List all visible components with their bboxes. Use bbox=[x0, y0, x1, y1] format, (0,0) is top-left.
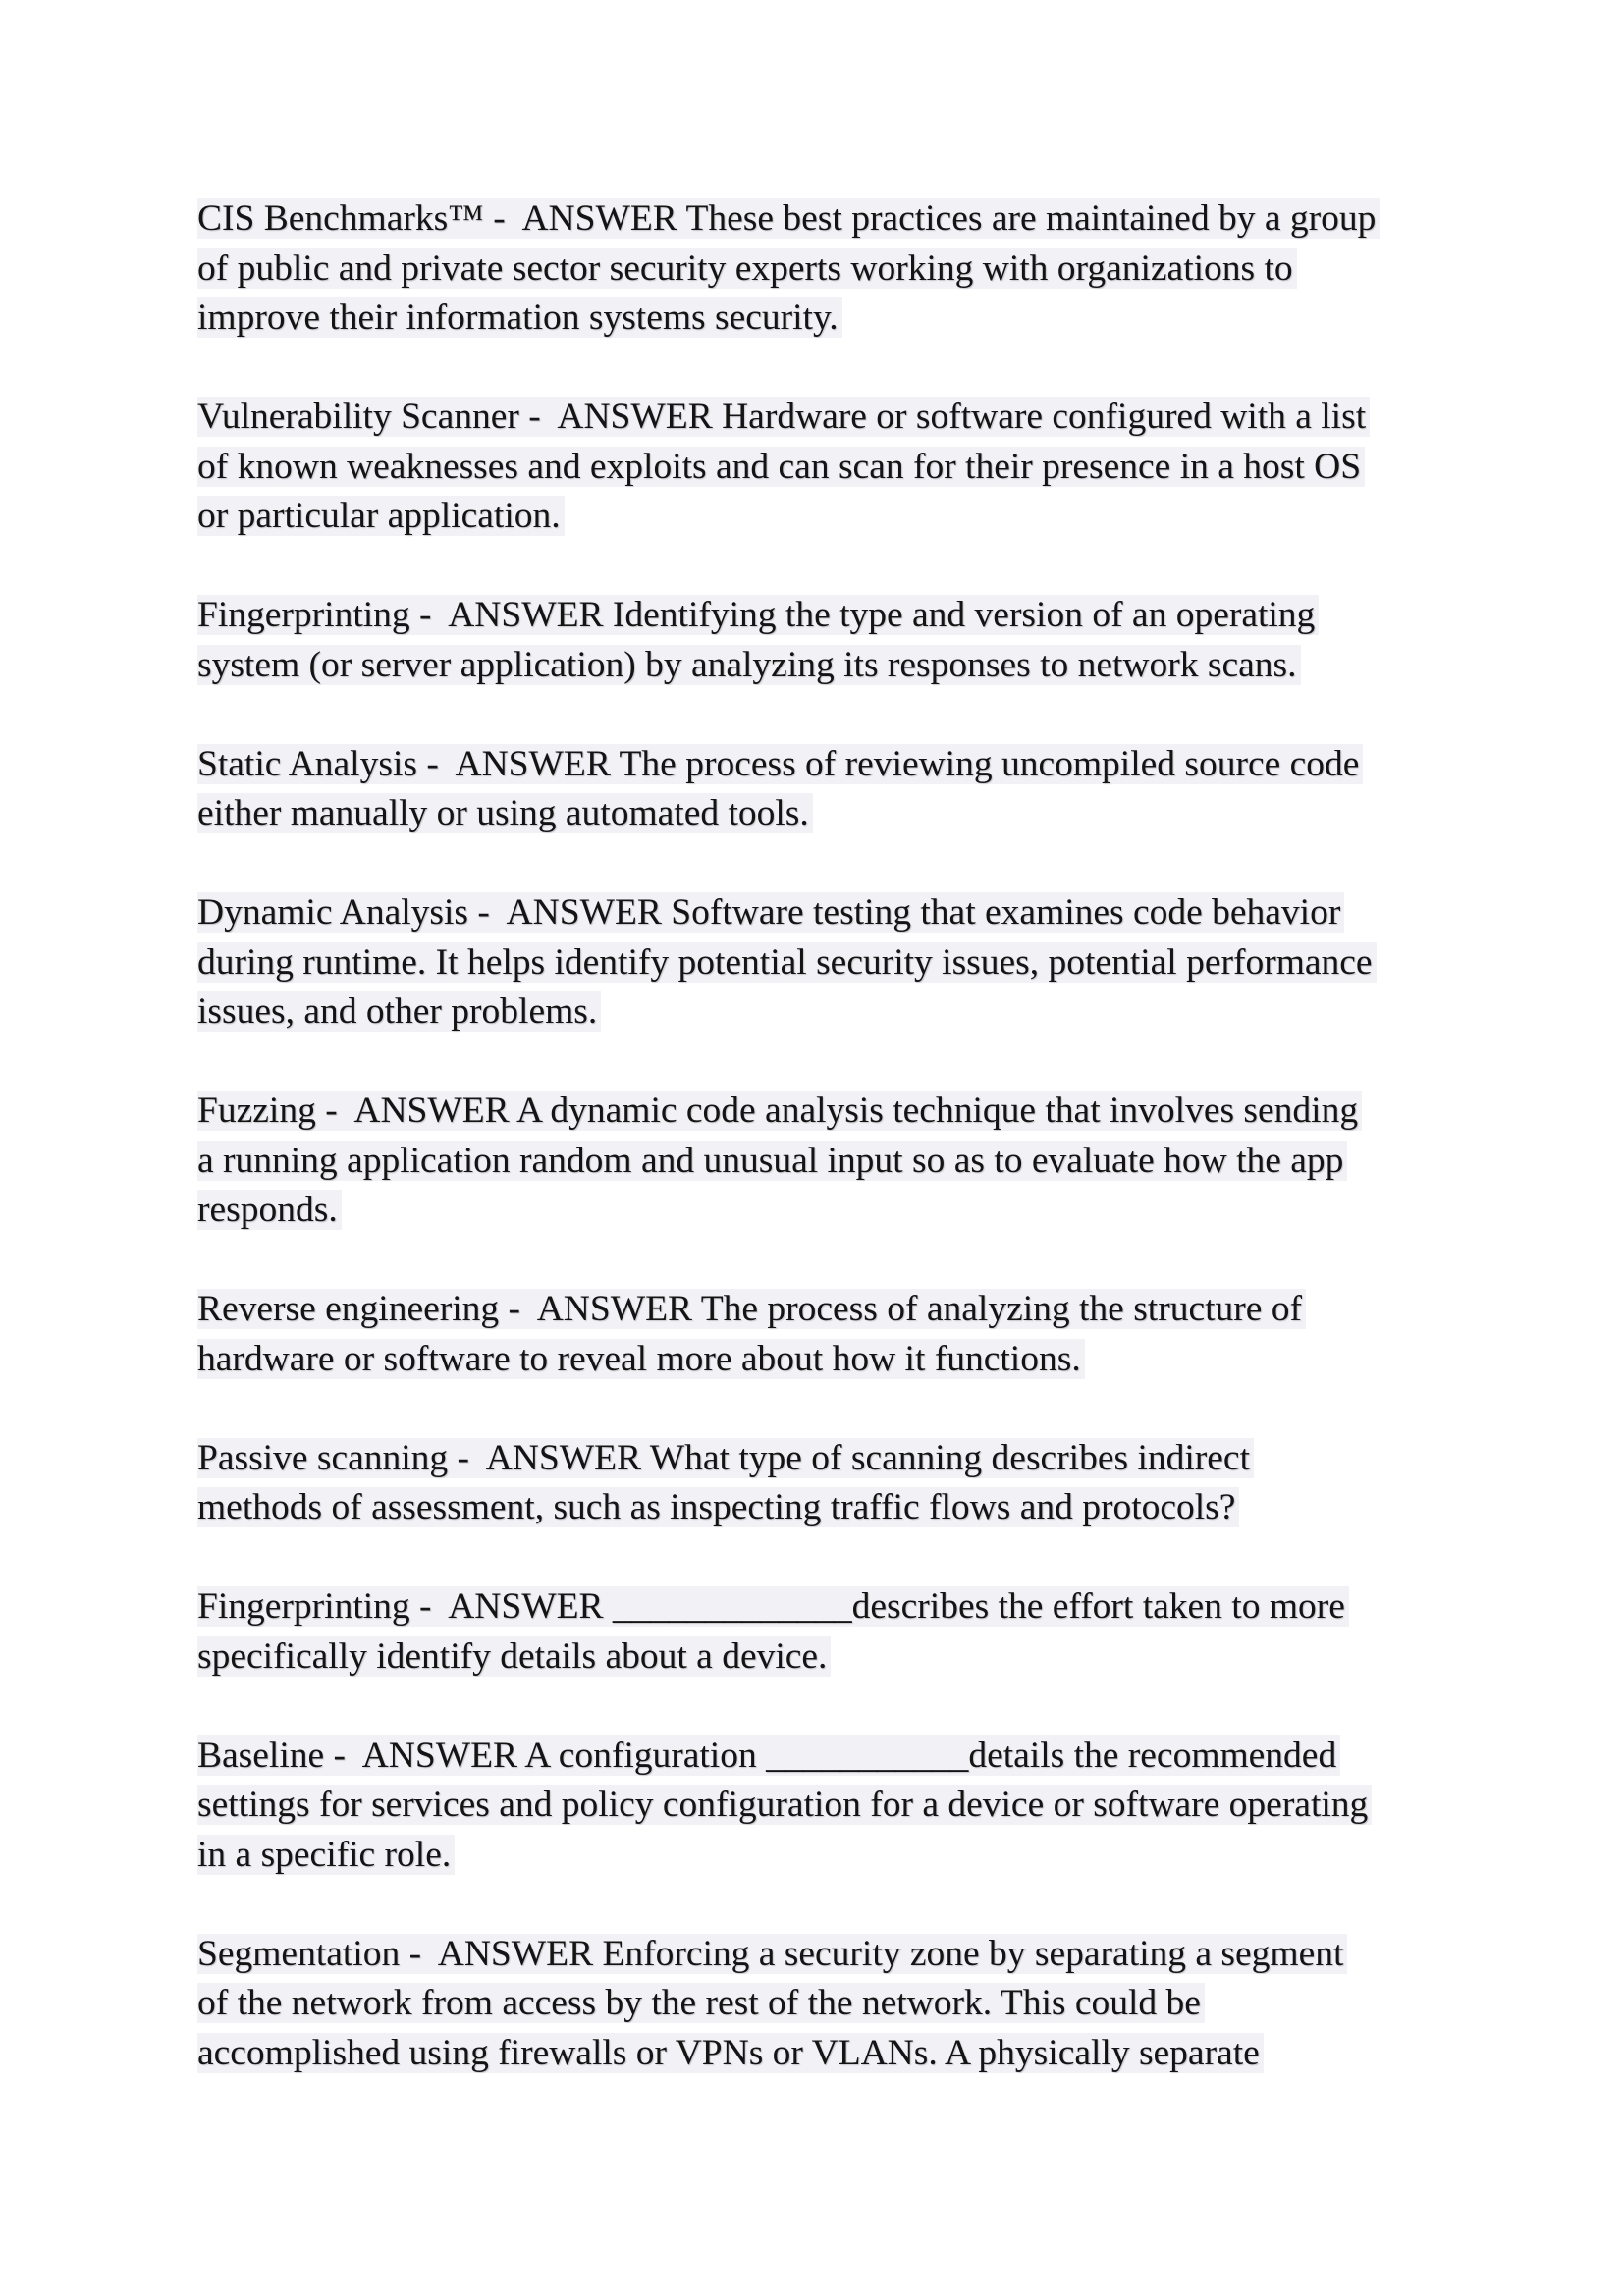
text-line: of the network from access by the rest of the network. This could be bbox=[197, 1979, 1454, 2029]
entry-reverse-engineering bbox=[197, 1285, 1454, 1384]
text-line: Baseline - ANSWER A configuration ___________details the recommended bbox=[197, 1732, 1454, 1782]
entry-cis-benchmarks bbox=[197, 194, 1454, 344]
text-line: Dynamic Analysis - ANSWER Software testing that examines code behavior bbox=[197, 888, 1454, 938]
text-line: Segmentation - ANSWER Enforcing a security zone by separating a segment bbox=[197, 1930, 1454, 1980]
entry-fingerprinting bbox=[197, 591, 1454, 690]
entry-fuzzing bbox=[197, 1087, 1454, 1236]
flashcard-document bbox=[197, 194, 1454, 2128]
text-line: during runtime. It helps identify potential security issues, potential performance bbox=[197, 938, 1454, 988]
text-line: responds. bbox=[197, 1186, 1454, 1236]
entry-passive-scanning bbox=[197, 1434, 1454, 1533]
entry-dynamic-analysis bbox=[197, 888, 1454, 1038]
entry-baseline bbox=[197, 1732, 1454, 1881]
entry-fingerprinting-blank bbox=[197, 1582, 1454, 1682]
text-line: issues, and other problems. bbox=[197, 988, 1454, 1038]
text-line: Reverse engineering - ANSWER The process of analyzing the structure of bbox=[197, 1285, 1454, 1335]
text-line: CIS Benchmarks™ - ANSWER These best practices are maintained by a group bbox=[197, 194, 1454, 244]
text-line: accomplished using firewalls or VPNs or VLANs. A physically separate bbox=[197, 2029, 1454, 2079]
text-line: or particular application. bbox=[197, 492, 1454, 542]
text-line: improve their information systems security. bbox=[197, 294, 1454, 344]
text-line: Static Analysis - ANSWER The process of reviewing uncompiled source code bbox=[197, 740, 1454, 790]
entry-vulnerability-scanner bbox=[197, 393, 1454, 542]
text-line: of public and private sector security experts working with organizations to bbox=[197, 244, 1454, 294]
text-line: system (or server application) by analyzing its responses to network scans. bbox=[197, 641, 1454, 691]
text-line: a running application random and unusual input so as to evaluate how the app bbox=[197, 1137, 1454, 1187]
text-line: Fingerprinting - ANSWER Identifying the type and version of an operating bbox=[197, 591, 1454, 641]
entry-segmentation bbox=[197, 1930, 1454, 2079]
text-line: Passive scanning - ANSWER What type of scanning describes indirect bbox=[197, 1434, 1454, 1484]
text-line: Fingerprinting - ANSWER _____________describes the effort taken to more bbox=[197, 1582, 1454, 1632]
text-line: methods of assessment, such as inspecting traffic flows and protocols? bbox=[197, 1483, 1454, 1533]
text-line: specifically identify details about a device. bbox=[197, 1632, 1454, 1682]
text-line: hardware or software to reveal more about how it functions. bbox=[197, 1335, 1454, 1385]
entry-static-analysis bbox=[197, 740, 1454, 839]
text-line: either manually or using automated tools. bbox=[197, 789, 1454, 839]
text-line: Fuzzing - ANSWER A dynamic code analysis technique that involves sending bbox=[197, 1087, 1454, 1137]
text-line: settings for services and policy configuration for a device or software operating bbox=[197, 1781, 1454, 1831]
text-line: Vulnerability Scanner - ANSWER Hardware or software configured with a list bbox=[197, 393, 1454, 443]
text-line: in a specific role. bbox=[197, 1831, 1454, 1881]
text-line: of known weaknesses and exploits and can scan for their presence in a host OS bbox=[197, 443, 1454, 493]
